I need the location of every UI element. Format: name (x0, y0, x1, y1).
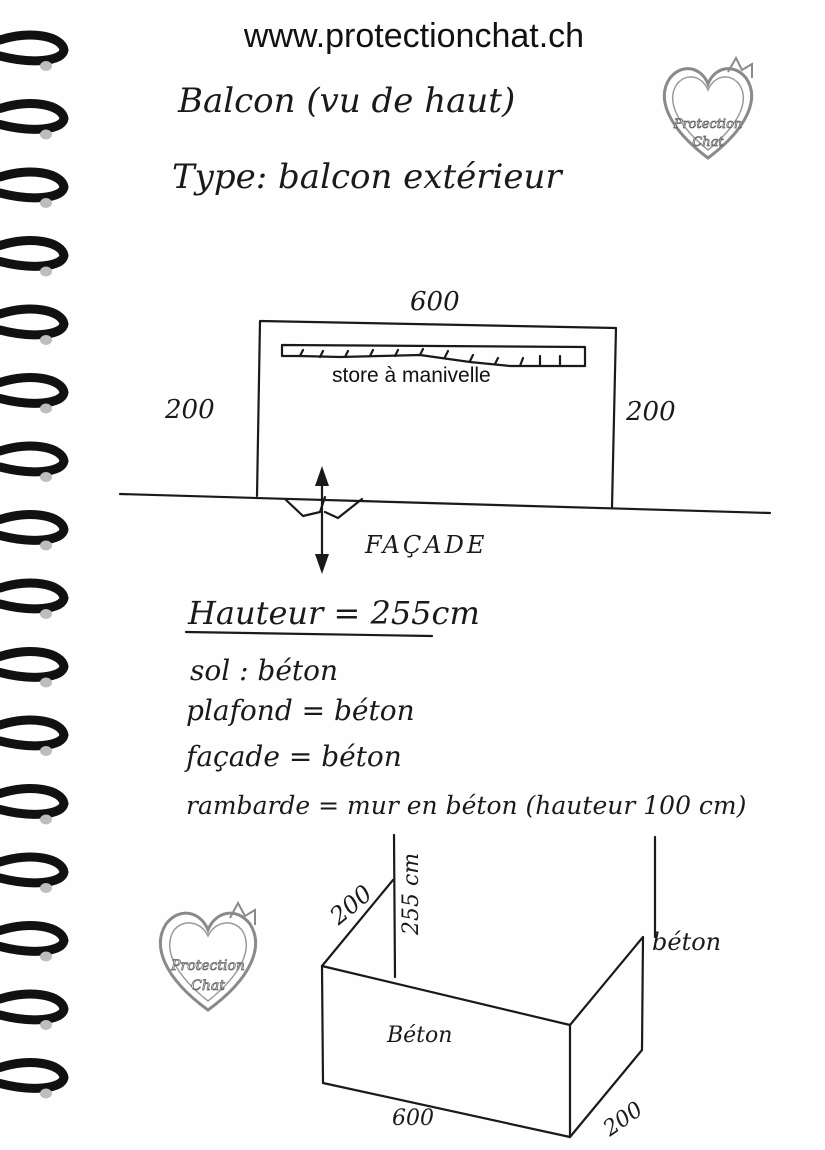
spiral-ring (0, 104, 64, 130)
punch-hole (40, 746, 52, 756)
logo-top-line2: Chat (692, 135, 724, 150)
awning-label: store à manivelle (332, 364, 491, 387)
logo-top-line1: Protection (673, 117, 743, 132)
punch-hole (40, 609, 52, 619)
type-line: Type: balcon extérieur (172, 157, 562, 197)
spiral-ring (0, 652, 64, 678)
spiral-ring (0, 994, 64, 1020)
spiral-ring (0, 446, 64, 472)
spiral-ring (0, 35, 64, 61)
punch-hole (40, 678, 52, 688)
protection-chat-logo-top (664, 58, 752, 158)
punch-hole (40, 883, 52, 893)
punch-hole (40, 472, 52, 482)
logo-bottom-line1: Protection (171, 958, 245, 974)
plan-left-label: 200 (165, 395, 215, 425)
box-depth-label: 200 (324, 879, 378, 931)
height-underline (186, 632, 432, 636)
logo-bottom-line2: Chat (191, 978, 225, 994)
spiral-ring (0, 583, 64, 609)
punch-hole (40, 815, 52, 825)
punch-hole (40, 404, 52, 414)
box-side-label: 200 (598, 1097, 648, 1142)
spiral-ring (0, 789, 64, 815)
punch-hole (40, 541, 52, 551)
box-front-label: Béton (387, 1023, 453, 1048)
spiral-ring (0, 1063, 64, 1089)
punch-hole (40, 130, 52, 140)
spiral-ring (0, 378, 64, 404)
spiral-ring (0, 926, 64, 952)
spiral-ring (0, 720, 64, 746)
plan-width-label: 600 (410, 287, 460, 317)
punch-hole (40, 335, 52, 345)
balcony-3d-sketch (322, 835, 655, 1137)
page-title: Balcon (vu de haut) (178, 81, 516, 121)
spec-line-railing: rambarde = mur en béton (hauteur 100 cm) (186, 791, 747, 820)
box-height-label: 255 cm (399, 852, 424, 935)
spiral-binding (0, 35, 64, 1098)
website-url: www.protectionchat.ch (243, 17, 585, 55)
punch-hole (40, 1020, 52, 1030)
spiral-ring (0, 241, 64, 267)
spiral-ring (0, 515, 64, 541)
punch-hole (40, 61, 52, 71)
box-bottom-label: 600 (392, 1106, 434, 1131)
punch-hole (40, 267, 52, 277)
spec-line-floor: sol : béton (190, 654, 339, 687)
box-right-label: béton (652, 928, 722, 956)
spiral-ring (0, 309, 64, 335)
spiral-ring (0, 857, 64, 883)
facade-label: FAÇADE (365, 531, 488, 559)
height-spec: Hauteur = 255cm (188, 594, 480, 632)
punch-hole (40, 1089, 52, 1099)
punch-hole (40, 952, 52, 962)
spec-line-ceiling: plafond = béton (186, 694, 415, 727)
spec-line-facade: façade = béton (186, 740, 402, 773)
protection-chat-logo-bottom (160, 903, 255, 1010)
plan-right-label: 200 (626, 397, 676, 427)
punch-hole (40, 198, 52, 208)
spiral-ring (0, 172, 64, 198)
